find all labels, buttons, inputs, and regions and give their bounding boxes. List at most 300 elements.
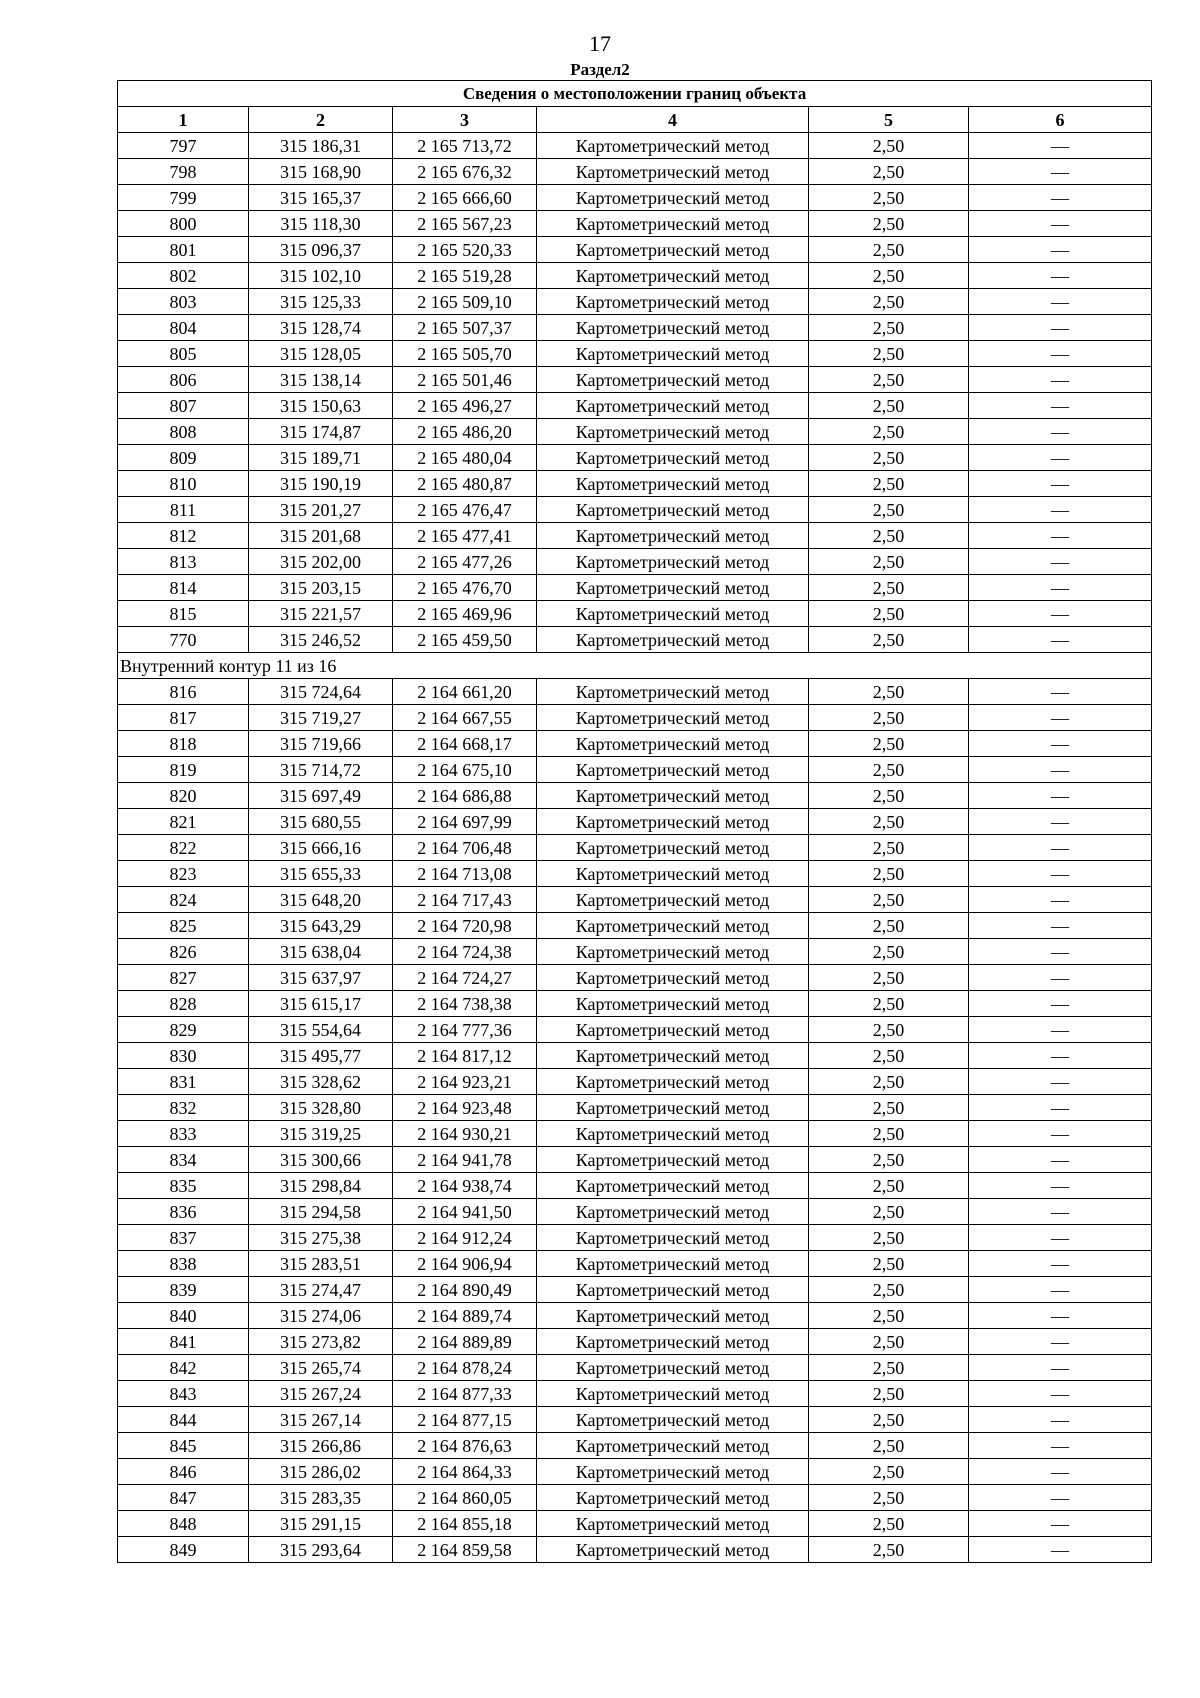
method-cell: Картометрический метод	[537, 419, 809, 445]
accuracy-cell: 2,50	[809, 861, 969, 887]
point-number-cell: 848	[118, 1511, 249, 1537]
note-cell: —	[969, 159, 1152, 185]
x-coordinate-cell: 315 293,64	[249, 1537, 393, 1563]
accuracy-cell: 2,50	[809, 523, 969, 549]
method-cell: Картометрический метод	[537, 1017, 809, 1043]
table-row	[118, 991, 1152, 1017]
point-number-cell: 826	[118, 939, 249, 965]
note-cell: —	[969, 1069, 1152, 1095]
x-coordinate-cell: 315 298,84	[249, 1173, 393, 1199]
point-number-cell: 849	[118, 1537, 249, 1563]
method-cell: Картометрический метод	[537, 471, 809, 497]
table-row	[118, 835, 1152, 861]
method-cell: Картометрический метод	[537, 315, 809, 341]
column-header: 6	[969, 107, 1152, 133]
accuracy-cell: 2,50	[809, 497, 969, 523]
y-coordinate-cell: 2 165 459,50	[393, 627, 537, 653]
point-number-cell: 817	[118, 705, 249, 731]
accuracy-cell: 2,50	[809, 1381, 969, 1407]
note-cell: —	[969, 1381, 1152, 1407]
point-number-cell: 819	[118, 757, 249, 783]
table-row	[118, 1095, 1152, 1121]
table-row	[118, 757, 1152, 783]
table-row	[118, 159, 1152, 185]
point-number-cell: 831	[118, 1069, 249, 1095]
table-row	[118, 1537, 1152, 1563]
x-coordinate-cell: 315 267,24	[249, 1381, 393, 1407]
point-number-cell: 837	[118, 1225, 249, 1251]
y-coordinate-cell: 2 165 507,37	[393, 315, 537, 341]
accuracy-cell: 2,50	[809, 887, 969, 913]
point-number-cell: 835	[118, 1173, 249, 1199]
point-number-cell: 813	[118, 549, 249, 575]
y-coordinate-cell: 2 164 717,43	[393, 887, 537, 913]
method-cell: Картометрический метод	[537, 1173, 809, 1199]
point-number-cell: 800	[118, 211, 249, 237]
accuracy-cell: 2,50	[809, 939, 969, 965]
method-cell: Картометрический метод	[537, 913, 809, 939]
x-coordinate-cell: 315 168,90	[249, 159, 393, 185]
accuracy-cell: 2,50	[809, 679, 969, 705]
method-cell: Картометрический метод	[537, 887, 809, 913]
table-row	[118, 419, 1152, 445]
point-number-cell: 822	[118, 835, 249, 861]
point-number-cell: 839	[118, 1277, 249, 1303]
table-row	[118, 263, 1152, 289]
x-coordinate-cell: 315 274,47	[249, 1277, 393, 1303]
accuracy-cell: 2,50	[809, 1069, 969, 1095]
x-coordinate-cell: 315 150,63	[249, 393, 393, 419]
method-cell: Картометрический метод	[537, 1225, 809, 1251]
method-cell: Картометрический метод	[537, 1355, 809, 1381]
table-row	[118, 1225, 1152, 1251]
point-number-cell: 833	[118, 1121, 249, 1147]
y-coordinate-cell: 2 164 667,55	[393, 705, 537, 731]
table-row	[118, 315, 1152, 341]
note-cell: —	[969, 393, 1152, 419]
y-coordinate-cell: 2 164 912,24	[393, 1225, 537, 1251]
accuracy-cell: 2,50	[809, 1147, 969, 1173]
accuracy-cell: 2,50	[809, 1329, 969, 1355]
accuracy-cell: 2,50	[809, 419, 969, 445]
y-coordinate-cell: 2 164 720,98	[393, 913, 537, 939]
accuracy-cell: 2,50	[809, 627, 969, 653]
note-cell: —	[969, 211, 1152, 237]
note-cell: —	[969, 237, 1152, 263]
accuracy-cell: 2,50	[809, 783, 969, 809]
y-coordinate-cell: 2 164 855,18	[393, 1511, 537, 1537]
y-coordinate-cell: 2 164 923,48	[393, 1095, 537, 1121]
point-number-cell: 838	[118, 1251, 249, 1277]
point-number-cell: 825	[118, 913, 249, 939]
y-coordinate-cell: 2 165 519,28	[393, 263, 537, 289]
x-coordinate-cell: 315 637,97	[249, 965, 393, 991]
accuracy-cell: 2,50	[809, 1433, 969, 1459]
point-number-cell: 802	[118, 263, 249, 289]
section-title: Раздел2	[570, 60, 630, 79]
accuracy-cell: 2,50	[809, 549, 969, 575]
x-coordinate-cell: 315 286,02	[249, 1459, 393, 1485]
note-cell: —	[969, 679, 1152, 705]
method-cell: Картометрический метод	[537, 627, 809, 653]
note-cell: —	[969, 263, 1152, 289]
x-coordinate-cell: 315 655,33	[249, 861, 393, 887]
y-coordinate-cell: 2 165 476,70	[393, 575, 537, 601]
table-row	[118, 1433, 1152, 1459]
y-coordinate-cell: 2 164 941,78	[393, 1147, 537, 1173]
table-row	[118, 1407, 1152, 1433]
table-row	[118, 445, 1152, 471]
y-coordinate-cell: 2 164 923,21	[393, 1069, 537, 1095]
method-cell: Картометрический метод	[537, 289, 809, 315]
point-number-cell: 770	[118, 627, 249, 653]
method-cell: Картометрический метод	[537, 549, 809, 575]
note-cell: —	[969, 939, 1152, 965]
point-number-cell: 845	[118, 1433, 249, 1459]
y-coordinate-cell: 2 164 697,99	[393, 809, 537, 835]
note-cell: —	[969, 315, 1152, 341]
point-number-cell: 803	[118, 289, 249, 315]
point-number-cell: 809	[118, 445, 249, 471]
x-coordinate-cell: 315 719,66	[249, 731, 393, 757]
accuracy-cell: 2,50	[809, 133, 969, 159]
column-header: 1	[118, 107, 249, 133]
method-cell: Картометрический метод	[537, 185, 809, 211]
x-coordinate-cell: 315 174,87	[249, 419, 393, 445]
x-coordinate-cell: 315 666,16	[249, 835, 393, 861]
x-coordinate-cell: 315 724,64	[249, 679, 393, 705]
method-cell: Картометрический метод	[537, 1459, 809, 1485]
method-cell: Картометрический метод	[537, 731, 809, 757]
table-row	[118, 393, 1152, 419]
table-row	[118, 211, 1152, 237]
y-coordinate-cell: 2 164 889,74	[393, 1303, 537, 1329]
method-cell: Картометрический метод	[537, 679, 809, 705]
point-number-cell: 799	[118, 185, 249, 211]
y-coordinate-cell: 2 164 686,88	[393, 783, 537, 809]
column-header: 3	[393, 107, 537, 133]
method-cell: Картометрический метод	[537, 705, 809, 731]
y-coordinate-cell: 2 164 817,12	[393, 1043, 537, 1069]
accuracy-cell: 2,50	[809, 1459, 969, 1485]
method-cell: Картометрический метод	[537, 757, 809, 783]
method-cell: Картометрический метод	[537, 393, 809, 419]
accuracy-cell: 2,50	[809, 1355, 969, 1381]
note-cell: —	[969, 1303, 1152, 1329]
point-number-cell: 807	[118, 393, 249, 419]
point-number-cell: 797	[118, 133, 249, 159]
y-coordinate-cell: 2 165 480,04	[393, 445, 537, 471]
table-row	[118, 939, 1152, 965]
note-cell: —	[969, 1043, 1152, 1069]
table-row	[118, 1511, 1152, 1537]
table-row	[118, 471, 1152, 497]
table-row	[118, 1199, 1152, 1225]
point-number-cell: 832	[118, 1095, 249, 1121]
note-cell: —	[969, 991, 1152, 1017]
note-cell: —	[969, 1511, 1152, 1537]
accuracy-cell: 2,50	[809, 835, 969, 861]
column-header: 2	[249, 107, 393, 133]
note-cell: —	[969, 1355, 1152, 1381]
point-number-cell: 811	[118, 497, 249, 523]
accuracy-cell: 2,50	[809, 1251, 969, 1277]
method-cell: Картометрический метод	[537, 1329, 809, 1355]
method-cell: Картометрический метод	[537, 1277, 809, 1303]
page-number: 17	[589, 31, 611, 56]
x-coordinate-cell: 315 138,14	[249, 367, 393, 393]
method-cell: Картометрический метод	[537, 1095, 809, 1121]
accuracy-cell: 2,50	[809, 289, 969, 315]
point-number-cell: 823	[118, 861, 249, 887]
x-coordinate-cell: 315 615,17	[249, 991, 393, 1017]
y-coordinate-cell: 2 164 777,36	[393, 1017, 537, 1043]
column-header: 5	[809, 107, 969, 133]
x-coordinate-cell: 315 328,80	[249, 1095, 393, 1121]
y-coordinate-cell: 2 164 930,21	[393, 1121, 537, 1147]
y-coordinate-cell: 2 165 501,46	[393, 367, 537, 393]
y-coordinate-cell: 2 164 738,38	[393, 991, 537, 1017]
method-cell: Картометрический метод	[537, 1043, 809, 1069]
table-row	[118, 731, 1152, 757]
method-cell: Картометрический метод	[537, 991, 809, 1017]
x-coordinate-cell: 315 102,10	[249, 263, 393, 289]
note-cell: —	[969, 913, 1152, 939]
table-row	[118, 367, 1152, 393]
table-row	[118, 549, 1152, 575]
method-cell: Картометрический метод	[537, 445, 809, 471]
y-coordinate-cell: 2 164 876,63	[393, 1433, 537, 1459]
table-row	[118, 1173, 1152, 1199]
accuracy-cell: 2,50	[809, 913, 969, 939]
table-row	[118, 237, 1152, 263]
table-row	[118, 1303, 1152, 1329]
method-cell: Картометрический метод	[537, 1121, 809, 1147]
accuracy-cell: 2,50	[809, 211, 969, 237]
table-row	[118, 809, 1152, 835]
method-cell: Картометрический метод	[537, 601, 809, 627]
point-number-cell: 834	[118, 1147, 249, 1173]
point-number-cell: 844	[118, 1407, 249, 1433]
accuracy-cell: 2,50	[809, 185, 969, 211]
table-row	[118, 1277, 1152, 1303]
table-row	[118, 1043, 1152, 1069]
note-cell: —	[969, 1147, 1152, 1173]
note-cell: —	[969, 1173, 1152, 1199]
y-coordinate-cell: 2 165 666,60	[393, 185, 537, 211]
point-number-cell: 846	[118, 1459, 249, 1485]
y-coordinate-cell: 2 164 889,89	[393, 1329, 537, 1355]
table-row	[118, 575, 1152, 601]
accuracy-cell: 2,50	[809, 237, 969, 263]
note-cell: —	[969, 471, 1152, 497]
table-row	[118, 289, 1152, 315]
accuracy-cell: 2,50	[809, 1277, 969, 1303]
method-cell: Картометрический метод	[537, 783, 809, 809]
x-coordinate-cell: 315 697,49	[249, 783, 393, 809]
point-number-cell: 842	[118, 1355, 249, 1381]
table-caption: Сведения о местоположении границ объекта	[118, 81, 1152, 107]
point-number-cell: 798	[118, 159, 249, 185]
y-coordinate-cell: 2 164 864,33	[393, 1459, 537, 1485]
x-coordinate-cell: 315 495,77	[249, 1043, 393, 1069]
accuracy-cell: 2,50	[809, 601, 969, 627]
x-coordinate-cell: 315 246,52	[249, 627, 393, 653]
table-row	[118, 627, 1152, 653]
point-number-cell: 806	[118, 367, 249, 393]
point-number-cell: 840	[118, 1303, 249, 1329]
note-cell: —	[969, 1537, 1152, 1563]
table-row	[118, 1147, 1152, 1173]
note-cell: —	[969, 627, 1152, 653]
point-number-cell: 828	[118, 991, 249, 1017]
accuracy-cell: 2,50	[809, 575, 969, 601]
method-cell: Картометрический метод	[537, 1069, 809, 1095]
note-cell: —	[969, 575, 1152, 601]
method-cell: Картометрический метод	[537, 497, 809, 523]
x-coordinate-cell: 315 265,74	[249, 1355, 393, 1381]
x-coordinate-cell: 315 714,72	[249, 757, 393, 783]
y-coordinate-cell: 2 164 724,38	[393, 939, 537, 965]
method-cell: Картометрический метод	[537, 341, 809, 367]
accuracy-cell: 2,50	[809, 1485, 969, 1511]
note-cell: —	[969, 445, 1152, 471]
x-coordinate-cell: 315 118,30	[249, 211, 393, 237]
note-cell: —	[969, 1251, 1152, 1277]
point-number-cell: 816	[118, 679, 249, 705]
accuracy-cell: 2,50	[809, 445, 969, 471]
method-cell: Картометрический метод	[537, 263, 809, 289]
y-coordinate-cell: 2 165 509,10	[393, 289, 537, 315]
x-coordinate-cell: 315 643,29	[249, 913, 393, 939]
note-cell: —	[969, 1407, 1152, 1433]
accuracy-cell: 2,50	[809, 809, 969, 835]
method-cell: Картометрический метод	[537, 1433, 809, 1459]
y-coordinate-cell: 2 164 890,49	[393, 1277, 537, 1303]
table-row	[118, 185, 1152, 211]
note-cell: —	[969, 1459, 1152, 1485]
x-coordinate-cell: 315 202,00	[249, 549, 393, 575]
x-coordinate-cell: 315 266,86	[249, 1433, 393, 1459]
x-coordinate-cell: 315 283,51	[249, 1251, 393, 1277]
table-row	[118, 341, 1152, 367]
point-number-cell: 824	[118, 887, 249, 913]
note-cell: —	[969, 419, 1152, 445]
point-number-cell: 812	[118, 523, 249, 549]
note-cell: —	[969, 1277, 1152, 1303]
table-row	[118, 133, 1152, 159]
table-row	[118, 679, 1152, 705]
y-coordinate-cell: 2 165 469,96	[393, 601, 537, 627]
accuracy-cell: 2,50	[809, 367, 969, 393]
x-coordinate-cell: 315 221,57	[249, 601, 393, 627]
method-cell: Картометрический метод	[537, 861, 809, 887]
table-row	[118, 497, 1152, 523]
y-coordinate-cell: 2 165 486,20	[393, 419, 537, 445]
table-row	[118, 1017, 1152, 1043]
accuracy-cell: 2,50	[809, 1173, 969, 1199]
x-coordinate-cell: 315 274,06	[249, 1303, 393, 1329]
accuracy-cell: 2,50	[809, 705, 969, 731]
y-coordinate-cell: 2 164 938,74	[393, 1173, 537, 1199]
y-coordinate-cell: 2 164 713,08	[393, 861, 537, 887]
x-coordinate-cell: 315 201,27	[249, 497, 393, 523]
note-cell: —	[969, 1017, 1152, 1043]
y-coordinate-cell: 2 164 675,10	[393, 757, 537, 783]
y-coordinate-cell: 2 164 877,33	[393, 1381, 537, 1407]
y-coordinate-cell: 2 164 706,48	[393, 835, 537, 861]
note-cell: —	[969, 1225, 1152, 1251]
point-number-cell: 841	[118, 1329, 249, 1355]
note-cell: —	[969, 185, 1152, 211]
table-row	[118, 523, 1152, 549]
accuracy-cell: 2,50	[809, 341, 969, 367]
note-cell: —	[969, 757, 1152, 783]
accuracy-cell: 2,50	[809, 1537, 969, 1563]
accuracy-cell: 2,50	[809, 1511, 969, 1537]
table-row	[118, 1121, 1152, 1147]
accuracy-cell: 2,50	[809, 393, 969, 419]
point-number-cell: 804	[118, 315, 249, 341]
note-cell: —	[969, 367, 1152, 393]
accuracy-cell: 2,50	[809, 757, 969, 783]
point-number-cell: 820	[118, 783, 249, 809]
x-coordinate-cell: 315 267,14	[249, 1407, 393, 1433]
table-row	[118, 965, 1152, 991]
x-coordinate-cell: 315 186,31	[249, 133, 393, 159]
table-row	[118, 1251, 1152, 1277]
accuracy-cell: 2,50	[809, 1303, 969, 1329]
note-cell: —	[969, 1095, 1152, 1121]
x-coordinate-cell: 315 125,33	[249, 289, 393, 315]
y-coordinate-cell: 2 165 676,32	[393, 159, 537, 185]
point-number-cell: 810	[118, 471, 249, 497]
accuracy-cell: 2,50	[809, 1043, 969, 1069]
accuracy-cell: 2,50	[809, 471, 969, 497]
y-coordinate-cell: 2 165 477,41	[393, 523, 537, 549]
note-cell: —	[969, 1329, 1152, 1355]
accuracy-cell: 2,50	[809, 991, 969, 1017]
method-cell: Картометрический метод	[537, 575, 809, 601]
note-cell: —	[969, 835, 1152, 861]
table-row	[118, 861, 1152, 887]
method-cell: Картометрический метод	[537, 1511, 809, 1537]
point-number-cell: 836	[118, 1199, 249, 1225]
contour-group-row	[118, 653, 1152, 679]
note-cell: —	[969, 549, 1152, 575]
point-number-cell: 808	[118, 419, 249, 445]
point-number-cell: 815	[118, 601, 249, 627]
table-body	[118, 133, 1152, 1563]
note-cell: —	[969, 731, 1152, 757]
method-cell: Картометрический метод	[537, 523, 809, 549]
accuracy-cell: 2,50	[809, 263, 969, 289]
x-coordinate-cell: 315 273,82	[249, 1329, 393, 1355]
x-coordinate-cell: 315 203,15	[249, 575, 393, 601]
y-coordinate-cell: 2 164 859,58	[393, 1537, 537, 1563]
y-coordinate-cell: 2 164 860,05	[393, 1485, 537, 1511]
table-row	[118, 1329, 1152, 1355]
note-cell: —	[969, 783, 1152, 809]
method-cell: Картометрический метод	[537, 939, 809, 965]
x-coordinate-cell: 315 300,66	[249, 1147, 393, 1173]
table-row	[118, 705, 1152, 731]
y-coordinate-cell: 2 164 878,24	[393, 1355, 537, 1381]
accuracy-cell: 2,50	[809, 1121, 969, 1147]
point-number-cell: 830	[118, 1043, 249, 1069]
y-coordinate-cell: 2 165 567,23	[393, 211, 537, 237]
note-cell: —	[969, 809, 1152, 835]
